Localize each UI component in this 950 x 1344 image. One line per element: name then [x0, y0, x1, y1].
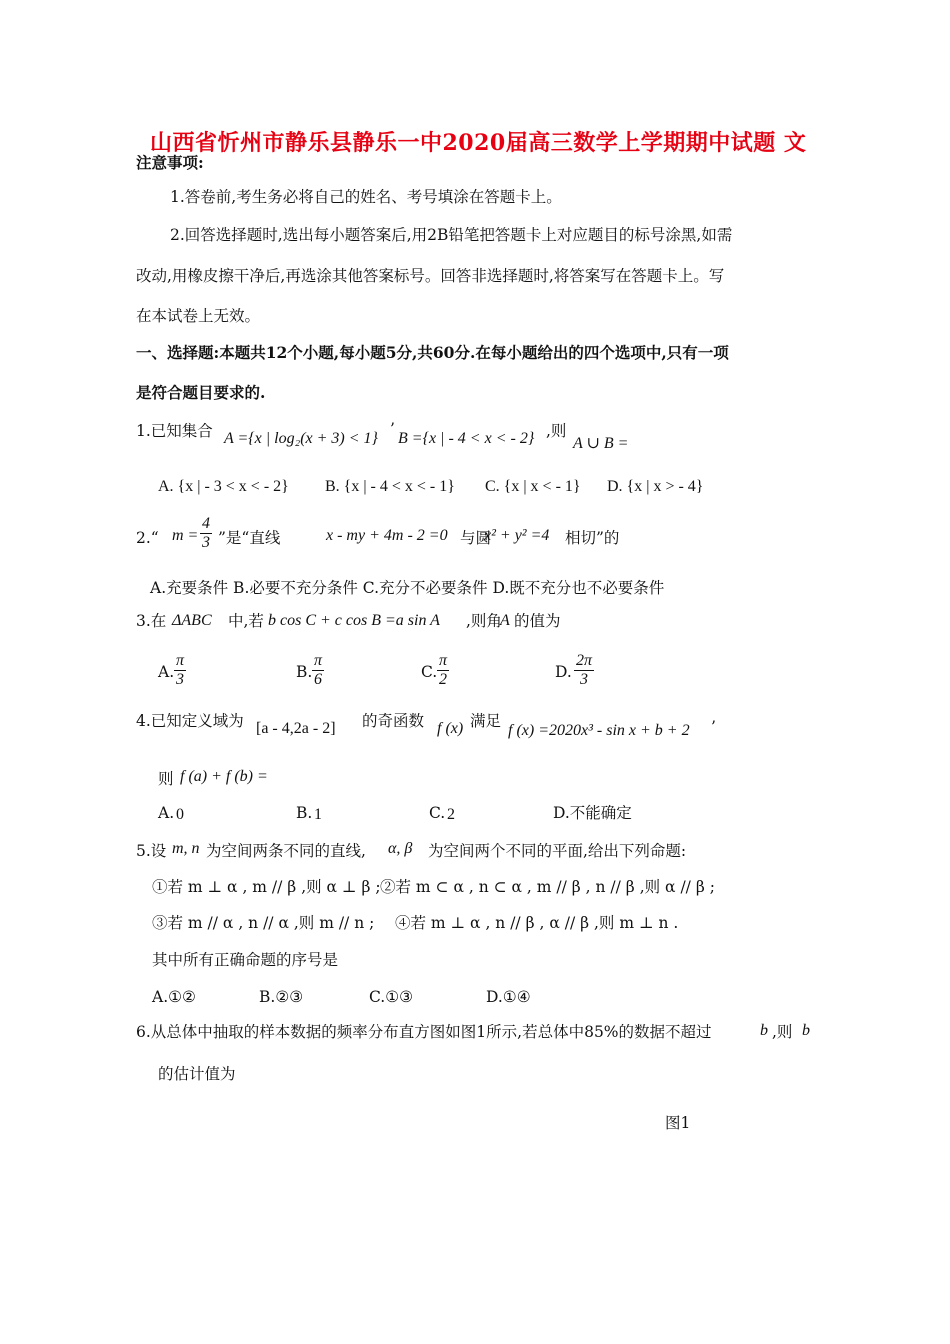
q5-prefix: 5.设: [136, 842, 167, 860]
q5-proposition-1: ①若 m ⊥ α , m // β ,则 α ⊥ β ;: [152, 878, 381, 896]
notice-item-1: 1.答卷前,考生务必将自己的姓名、考号填涂在答题卡上。: [170, 188, 562, 206]
q6-then: ,则: [772, 1023, 793, 1041]
notice-item-2-line-3: 在本试卷上无效。: [136, 307, 261, 325]
q3-option-b-denominator: 6: [314, 671, 322, 688]
q3-option-a-fraction: [174, 652, 186, 689]
section-1-line-1: 一、选择题:本题共12个小题,每小题5分,共60分.在每小题给出的四个选项中,只有一项: [136, 343, 729, 362]
q5-proposition-4: ④若 m ⊥ α , n // β , α // β ,则 m ⊥ n .: [395, 914, 679, 932]
q5-ask: 其中所有正确命题的序号是: [152, 951, 339, 969]
q2-fraction-denominator: 3: [202, 534, 210, 551]
q5-proposition-2: ②若 m ⊂ α , n ⊂ α , m // β , n // β ,则 α // β ;: [380, 878, 715, 896]
q4-option-c-value: 2: [447, 806, 455, 823]
q1-option-c: C. {x | x < - 1}: [485, 478, 581, 495]
q2-m-equals: m =: [172, 527, 199, 544]
notice-item-2-line-2: 改动,用橡皮擦干净后,再选涂其他答案标号。回答非选择题时,将答案写在答题卡上。写: [136, 267, 725, 285]
q3-option-c-denominator: 2: [439, 671, 447, 688]
q3-option-a-label: A.: [158, 663, 175, 681]
q3-mid-2: ,则角: [466, 612, 502, 630]
q5-proposition-3: ③若 m // α , n // α ,则 m // n ;: [152, 914, 375, 932]
q2-fraction-numerator: 4: [202, 515, 210, 532]
q3-option-b-numerator: π: [314, 652, 323, 669]
q6-figure-label: 图1: [665, 1114, 691, 1132]
q6-line-2: 的估计值为: [158, 1065, 236, 1083]
q1-prefix: 1.已知集合: [136, 422, 213, 440]
section-1-line-2: 是符合题目要求的.: [136, 383, 266, 402]
q3-option-d-numerator: 2π: [576, 652, 593, 669]
q3-option-a-denominator: 3: [176, 671, 184, 688]
q2-suffix: 相切”的: [565, 529, 620, 547]
q3-triangle: ΔABC: [172, 612, 212, 629]
q3-suffix: 的值为: [514, 612, 561, 630]
q5-lines: m, n: [172, 840, 200, 857]
q3-option-b-fraction: [312, 652, 324, 689]
q3-option-d-label: D.: [555, 663, 572, 681]
q4-option-b-value: 1: [314, 806, 322, 823]
q3-angle: A: [500, 612, 510, 629]
q1-ask: A ∪ B =: [573, 435, 629, 452]
q3-option-c-label: C.: [421, 663, 438, 681]
q4-option-a-value: 0: [176, 806, 184, 823]
q3-equation: b cos C + c cos B =a sin A: [268, 612, 440, 629]
q3-option-d-denominator: 3: [580, 671, 588, 688]
q1-option-b: B. {x | - 4 < x < - 1}: [325, 478, 455, 495]
q1-set-b: B ={x | - 4 < x < - 2}: [398, 430, 535, 447]
q4-option-b-label: B.: [296, 804, 313, 822]
q3-option-d-fraction: [574, 652, 594, 689]
q4-equation: f (x) =2020x³ - sin x + b + 2: [508, 722, 690, 739]
q3-option-c-fraction: [437, 652, 449, 689]
q5-option-b: B.②③: [259, 988, 304, 1006]
q2-fraction: [200, 515, 212, 552]
q4-prefix: 4.已知定义域为: [136, 712, 244, 730]
q2-prefix: 2.“: [136, 529, 159, 547]
q2-mid: ”是“直线: [218, 529, 281, 547]
q5-suffix: 为空间两个不同的平面,给出下列命题:: [428, 842, 687, 860]
q1-then: ,则: [546, 422, 567, 440]
q4-option-a-label: A.: [158, 804, 175, 822]
q3-prefix: 3.在: [136, 612, 167, 630]
q4-then: 则: [158, 770, 174, 788]
q5-option-d: D.①④: [486, 988, 531, 1006]
notice-item-2-line-1: 2.回答选择题时,选出每小题答案后,用2B铅笔把答题卡上对应题目的标号涂黑,如需: [170, 226, 733, 244]
q3-option-c-numerator: π: [439, 652, 448, 669]
q4-option-d: D.不能确定: [553, 804, 632, 822]
q1-set-a: A ={x | log₂(x + 3) < 1}: [224, 430, 378, 447]
q5-planes: α, β: [388, 840, 413, 857]
q6-b-1: b: [760, 1022, 768, 1039]
q5-option-a: A.①②: [152, 988, 196, 1006]
q2-circle-equation: x² + y² =4: [484, 527, 550, 544]
q5-mid: 为空间两条不同的直线,: [206, 842, 366, 860]
q4-mid-2: 满足: [470, 712, 502, 730]
q3-mid: 中,若: [228, 612, 264, 630]
q2-mid-2: 与圆: [460, 529, 492, 547]
q6-b-2: b: [802, 1022, 810, 1039]
notice-heading: 注意事项:: [136, 153, 204, 172]
q1-separator: ’: [390, 420, 395, 438]
q2-line-equation: x - my + 4m - 2 =0: [326, 527, 448, 544]
q3-option-a-numerator: π: [176, 652, 185, 669]
q4-function: f (x): [437, 720, 464, 737]
q1-option-d: D. {x | x > - 4}: [607, 478, 704, 495]
q1-option-a: A. {x | - 3 < x < - 2}: [158, 478, 289, 495]
q6-line-1: 6.从总体中抽取的样本数据的频率分布直方图如图1所示,若总体中85%的数据不超过: [136, 1023, 712, 1041]
q2-options: A.充要条件 B.必要不充分条件 C.充分不必要条件 D.既不充分也不必要条件: [150, 579, 665, 597]
q3-option-b-label: B.: [296, 663, 313, 681]
q4-domain: [a - 4,2a - 2]: [256, 720, 336, 737]
q4-ask: f (a) + f (b) =: [180, 768, 268, 785]
document-title: 山西省忻州市静乐县静乐一中2020届高三数学上学期期中试题 文: [150, 130, 807, 156]
q5-option-c: C.①③: [369, 988, 414, 1006]
q4-separator: ’: [711, 718, 716, 736]
q4-option-c-label: C.: [429, 804, 446, 822]
q4-mid: 的奇函数: [362, 712, 425, 730]
